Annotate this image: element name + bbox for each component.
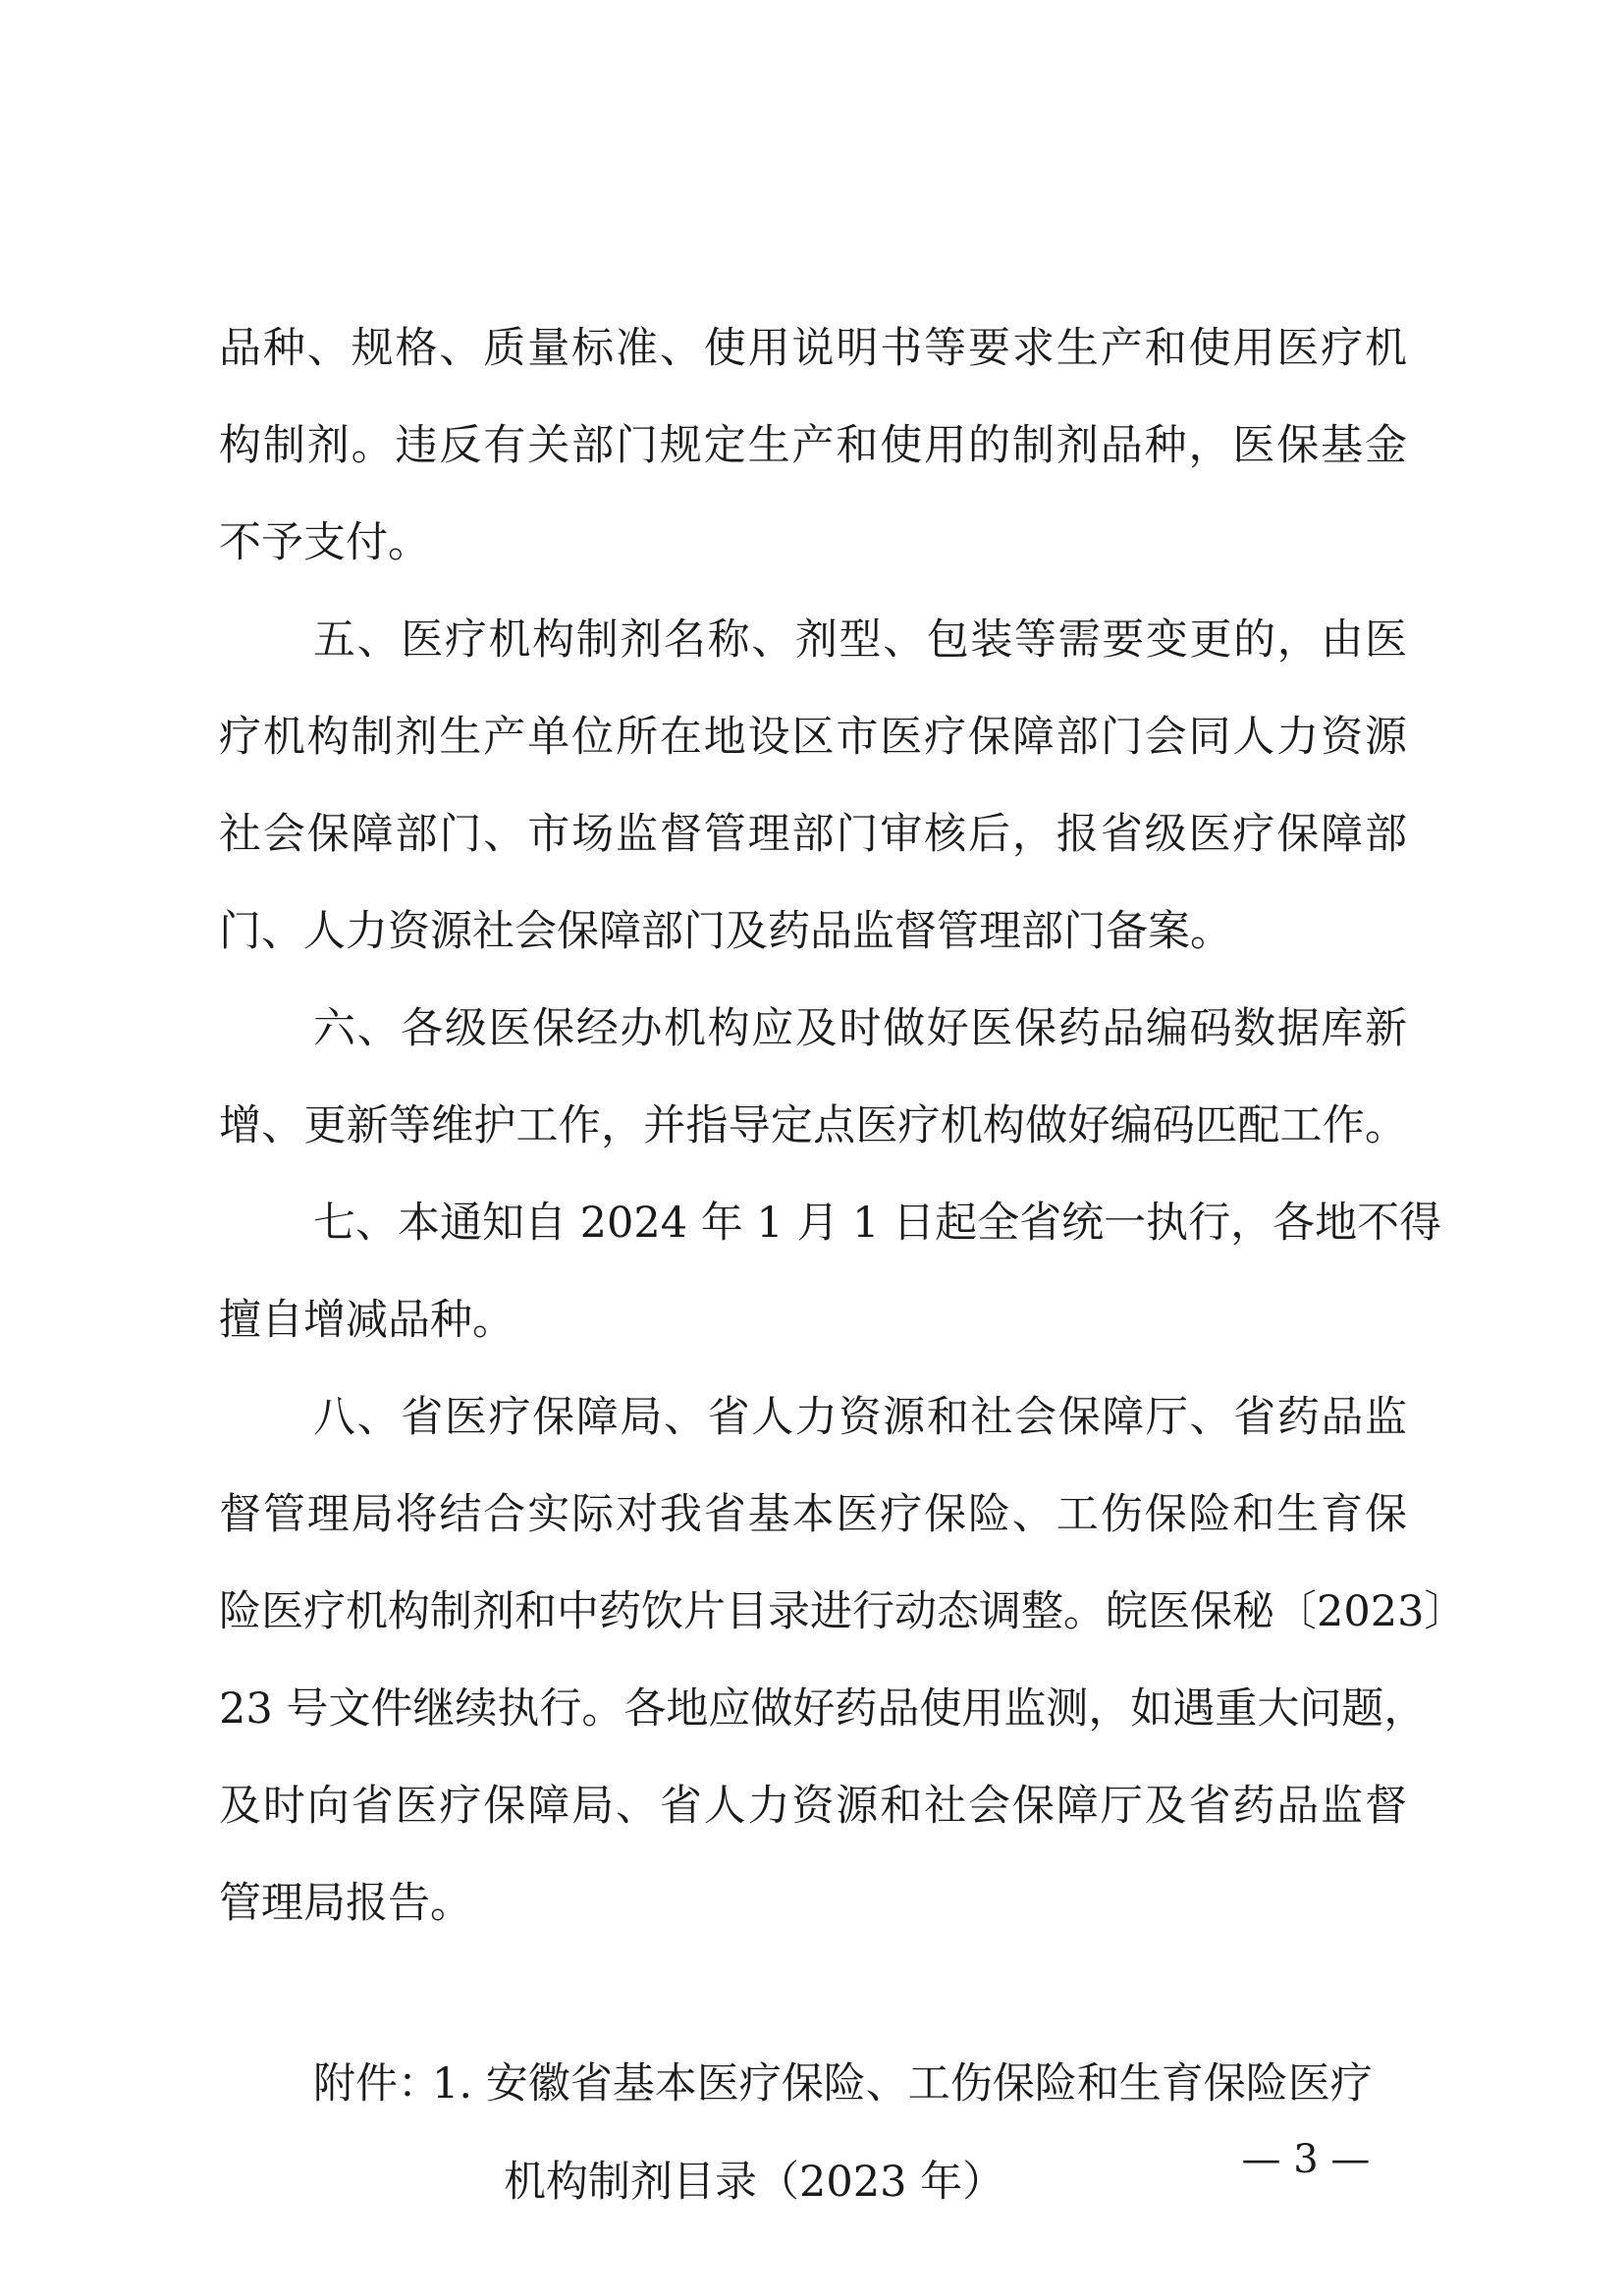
text-line: 社会保障部门、市场监督管理部门审核后，报省级医疗保障部 — [219, 810, 1407, 859]
text-line: 增、更新等维护工作，并指导定点医疗机构做好编码匹配工作。 — [219, 1101, 1407, 1150]
paragraph-start-line: 五、医疗机构制剂名称、剂型、包装等需要变更的，由医 — [313, 615, 1407, 665]
text-line: 不予支付。 — [219, 518, 430, 567]
paragraph-start-line: 六、各级医保经办机构应及时做好医保药品编码数据库新 — [313, 1004, 1407, 1053]
paragraph-start-line: 七、本通知自 2024 年 1 月 1 日起全省统一执行，各地不得 — [313, 1199, 1442, 1248]
paragraph-start-line: 八、省医疗保障局、省人力资源和社会保障厅、省药品监 — [313, 1393, 1407, 1442]
text-line: 品种、规格、质量标准、使用说明书等要求生产和使用医疗机 — [219, 324, 1407, 373]
text-line: 23 号文件继续执行。各地应做好药品使用监测，如遇重大问题， — [219, 1684, 1427, 1734]
text-line: 及时向省医疗保障局、省人力资源和社会保障厅及省药品监督 — [219, 1782, 1407, 1831]
text-line: 管理局报告。 — [219, 1879, 472, 1928]
attachment-item-1-line2: 机构制剂目录（2023 年） — [504, 2158, 1005, 2207]
page-number: — 3 — — [1241, 2137, 1371, 2182]
text-line: 疗机构制剂生产单位所在地设区市医疗保障部门会同人力资源 — [219, 713, 1407, 762]
text-line: 险医疗机构制剂和中药饮片目录进行动态调整。皖医保秘〔2023〕 — [219, 1587, 1467, 1636]
text-line: 门、人力资源社会保障部门及药品监督管理部门备案。 — [219, 907, 1232, 956]
text-line: 督管理局将结合实际对我省基本医疗保险、工伤保险和生育保 — [219, 1490, 1407, 1539]
text-line: 擅自增减品种。 — [219, 1296, 514, 1345]
attachment-item-1-line1: 1. 安徽省基本医疗保险、工伤保险和生育保险医疗 — [432, 2059, 1373, 2109]
attachment-label: 附件： — [313, 2059, 440, 2109]
text-line: 构制剂。违反有关部门规定生产和使用的制剂品种，医保基金 — [219, 421, 1407, 470]
